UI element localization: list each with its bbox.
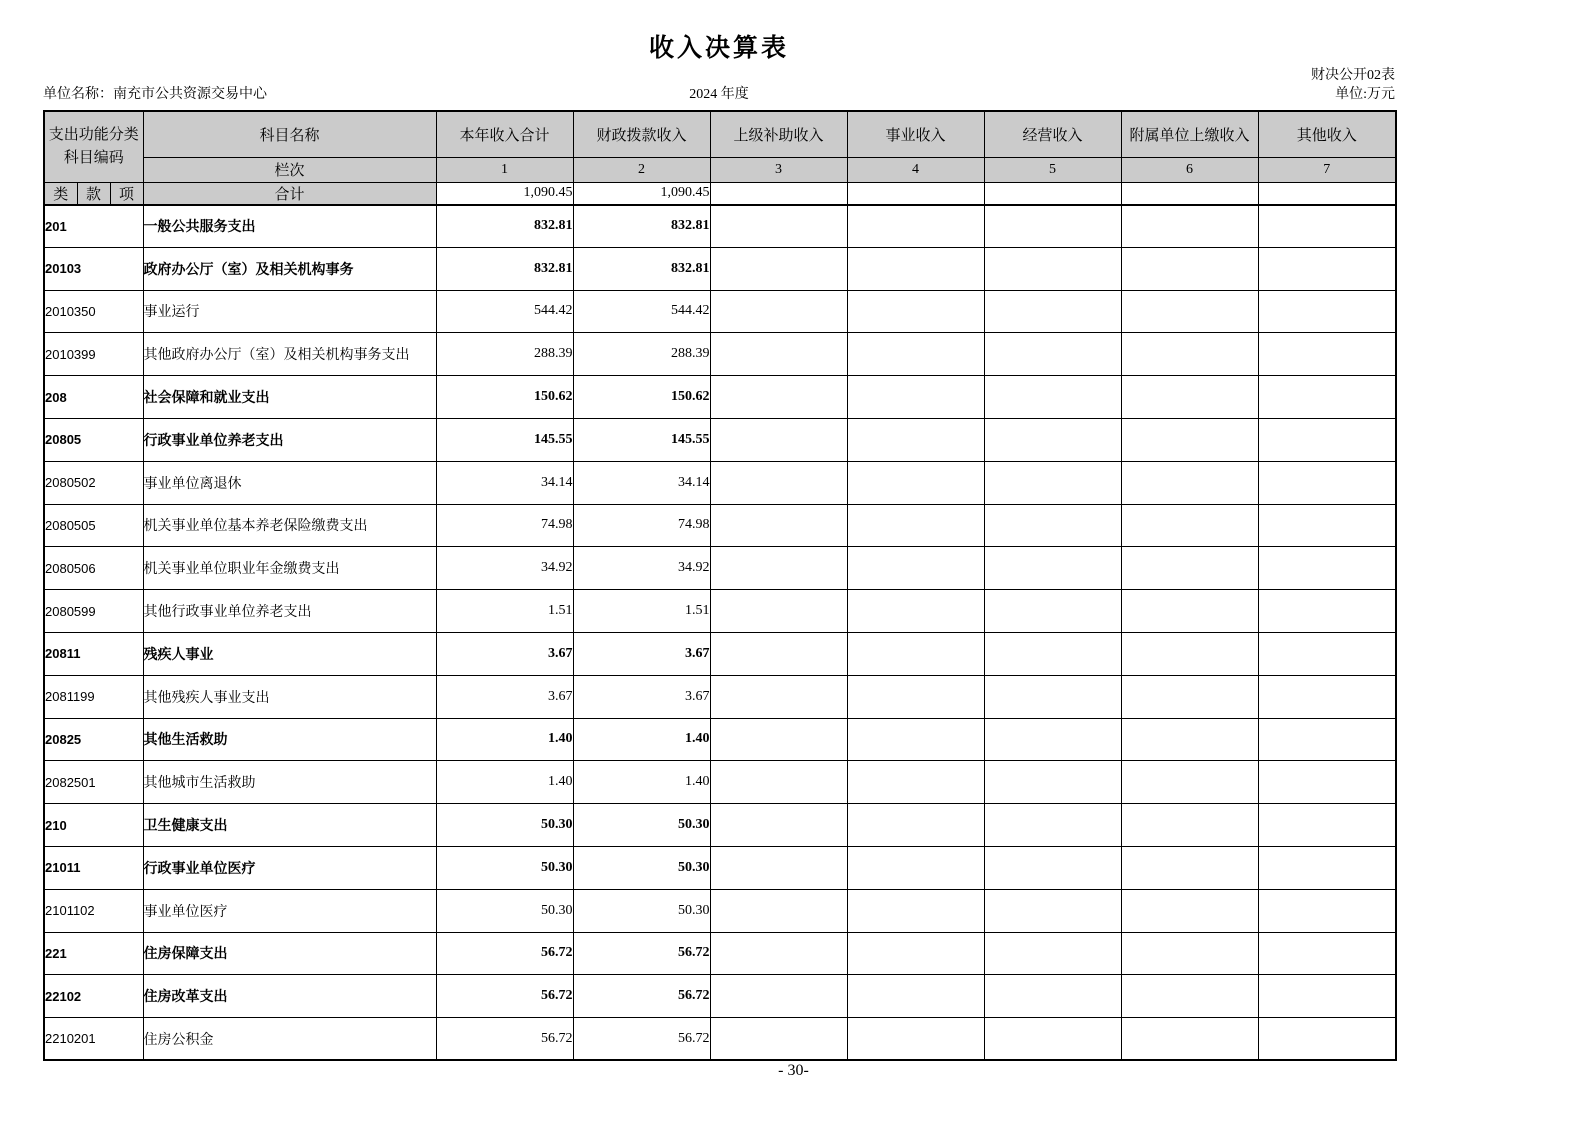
row-value-cell: [847, 205, 984, 248]
row-value-cell: [984, 846, 1121, 889]
row-value-cell: [847, 718, 984, 761]
code-part-lei: 类: [44, 182, 77, 205]
row-value-cell: [847, 504, 984, 547]
row-value-cell: [1121, 205, 1258, 248]
row-value-cell: 50.30: [436, 804, 573, 847]
row-value-cell: [984, 504, 1121, 547]
row-value-cell: [984, 889, 1121, 932]
row-value-cell: [1258, 376, 1396, 419]
row-value-cell: [1258, 247, 1396, 290]
row-value-cell: [1121, 889, 1258, 932]
row-value-cell: [1258, 761, 1396, 804]
header-col-total-income: 本年收入合计: [436, 111, 573, 157]
row-value-cell: [1258, 1018, 1396, 1061]
row-value-cell: 832.81: [436, 247, 573, 290]
row-value-cell: [1121, 247, 1258, 290]
row-value-cell: 544.42: [436, 290, 573, 333]
row-name-cell: 其他政府办公厅（室）及相关机构事务支出: [143, 333, 436, 376]
income-statement-table: [43, 110, 1397, 1061]
row-value-cell: [847, 846, 984, 889]
row-value-cell: 50.30: [573, 889, 710, 932]
row-value-cell: [1258, 333, 1396, 376]
row-value-cell: [984, 376, 1121, 419]
row-value-cell: 1.40: [573, 718, 710, 761]
row-value-cell: [984, 290, 1121, 333]
table-row: [44, 975, 1396, 1018]
table-row: [44, 504, 1396, 547]
row-name-cell: 残疾人事业: [143, 632, 436, 675]
row-value-cell: [847, 590, 984, 633]
row-value-cell: [984, 547, 1121, 590]
total-value: [847, 182, 984, 205]
row-value-cell: [710, 632, 847, 675]
row-value-cell: [847, 290, 984, 333]
row-code-cell: 20103: [44, 247, 143, 290]
header-code-line1: 支出功能分类: [48, 126, 139, 143]
row-value-cell: 34.92: [436, 547, 573, 590]
row-value-cell: [984, 718, 1121, 761]
row-name-cell: 行政事业单位养老支出: [143, 418, 436, 461]
row-value-cell: 56.72: [436, 932, 573, 975]
code-part-xiang: 项: [110, 182, 143, 205]
table-row: [44, 889, 1396, 932]
row-value-cell: [847, 932, 984, 975]
row-name-cell: 机关事业单位基本养老保险缴费支出: [143, 504, 436, 547]
row-value-cell: [1121, 675, 1258, 718]
row-value-cell: [1258, 932, 1396, 975]
row-value-cell: 3.67: [436, 632, 573, 675]
row-value-cell: 34.14: [573, 461, 710, 504]
row-value-cell: 145.55: [573, 418, 710, 461]
table-row: [44, 333, 1396, 376]
table-row: [44, 932, 1396, 975]
row-value-cell: [1258, 804, 1396, 847]
row-value-cell: 56.72: [573, 932, 710, 975]
row-value-cell: 50.30: [573, 804, 710, 847]
row-code-cell: 2081199: [44, 675, 143, 718]
row-value-cell: [984, 333, 1121, 376]
row-value-cell: [710, 461, 847, 504]
row-value-cell: [1258, 461, 1396, 504]
table-row: [44, 1018, 1396, 1061]
unit-name-label: 单位名称：南充市公共资源交易中心: [43, 87, 267, 102]
row-value-cell: [984, 461, 1121, 504]
row-value-cell: [710, 889, 847, 932]
row-value-cell: [1121, 290, 1258, 333]
row-value-cell: [1121, 804, 1258, 847]
row-value-cell: 288.39: [573, 333, 710, 376]
row-value-cell: 56.72: [436, 1018, 573, 1061]
row-value-cell: [710, 804, 847, 847]
row-value-cell: [1258, 675, 1396, 718]
row-value-cell: [1258, 205, 1396, 248]
total-value: [1121, 182, 1258, 205]
table-row: [44, 846, 1396, 889]
row-value-cell: [1121, 846, 1258, 889]
header-col-number-6: 6: [1121, 157, 1258, 182]
row-value-cell: [847, 418, 984, 461]
row-value-cell: [710, 975, 847, 1018]
row-code-cell: 210: [44, 804, 143, 847]
header-subject-name: 科目名称: [143, 111, 436, 157]
row-value-cell: [710, 418, 847, 461]
row-code-cell: 2210201: [44, 1018, 143, 1061]
row-value-cell: [847, 376, 984, 419]
row-value-cell: [710, 718, 847, 761]
table-row: [44, 675, 1396, 718]
row-name-cell: 行政事业单位医疗: [143, 846, 436, 889]
row-value-cell: [984, 675, 1121, 718]
row-value-cell: [1121, 932, 1258, 975]
row-value-cell: 832.81: [573, 247, 710, 290]
header-col-operating-income: 经营收入: [984, 111, 1121, 157]
table-row: [44, 632, 1396, 675]
row-value-cell: [847, 675, 984, 718]
row-value-cell: [1121, 333, 1258, 376]
row-value-cell: [847, 889, 984, 932]
row-name-cell: 其他城市生活救助: [143, 761, 436, 804]
row-value-cell: [984, 590, 1121, 633]
header-col-number-3: 3: [710, 157, 847, 182]
row-value-cell: [710, 333, 847, 376]
total-value: [1258, 182, 1396, 205]
row-value-cell: [1121, 632, 1258, 675]
table-row: [44, 547, 1396, 590]
row-value-cell: [710, 1018, 847, 1061]
row-value-cell: [847, 1018, 984, 1061]
table-body: [44, 205, 1396, 1061]
row-value-cell: 50.30: [436, 889, 573, 932]
header-row-titles: [44, 111, 1396, 157]
row-value-cell: [847, 975, 984, 1018]
row-value-cell: 1.40: [436, 761, 573, 804]
header-col-business-income: 事业收入: [847, 111, 984, 157]
table-row: [44, 418, 1396, 461]
header-code-line2: 科目编码: [63, 149, 124, 166]
row-value-cell: 3.67: [573, 675, 710, 718]
header-col-superior-subsidy: 上级补助收入: [710, 111, 847, 157]
table-row: [44, 376, 1396, 419]
row-value-cell: [984, 247, 1121, 290]
row-value-cell: [710, 247, 847, 290]
row-code-cell: 2010350: [44, 290, 143, 333]
row-value-cell: [984, 975, 1121, 1018]
row-value-cell: [1258, 889, 1396, 932]
row-name-cell: 机关事业单位职业年金缴费支出: [143, 547, 436, 590]
row-value-cell: [1258, 846, 1396, 889]
header-col-number-7: 7: [1258, 157, 1396, 182]
total-value: 1,090.45: [573, 182, 710, 205]
row-value-cell: [710, 932, 847, 975]
row-value-cell: [847, 247, 984, 290]
row-value-cell: 56.72: [573, 975, 710, 1018]
row-code-cell: 208: [44, 376, 143, 419]
row-value-cell: [710, 761, 847, 804]
table-row: [44, 718, 1396, 761]
row-code-cell: 2080506: [44, 547, 143, 590]
row-value-cell: [1258, 504, 1396, 547]
row-code-cell: 22102: [44, 975, 143, 1018]
row-code-cell: 2101102: [44, 889, 143, 932]
row-value-cell: 74.98: [436, 504, 573, 547]
row-value-cell: 56.72: [436, 975, 573, 1018]
total-label: 合计: [143, 182, 436, 205]
row-name-cell: 住房公积金: [143, 1018, 436, 1061]
row-value-cell: [1121, 718, 1258, 761]
row-code-cell: 20825: [44, 718, 143, 761]
page-number: - 30-: [778, 1062, 809, 1079]
meta-row: [43, 86, 1395, 104]
row-value-cell: [1121, 975, 1258, 1018]
row-value-cell: [984, 804, 1121, 847]
row-value-cell: [1121, 376, 1258, 419]
row-value-cell: 544.42: [573, 290, 710, 333]
row-value-cell: [710, 290, 847, 333]
row-name-cell: 其他生活救助: [143, 718, 436, 761]
row-value-cell: 74.98: [573, 504, 710, 547]
row-code-cell: 2080505: [44, 504, 143, 547]
table-row: [44, 247, 1396, 290]
row-value-cell: [984, 205, 1121, 248]
total-value: 1,090.45: [436, 182, 573, 205]
row-name-cell: 政府办公厅（室）及相关机构事务: [143, 247, 436, 290]
row-name-cell: 社会保障和就业支出: [143, 376, 436, 419]
table-row: [44, 290, 1396, 333]
header-col-subordinate-income: 附属单位上缴收入: [1121, 111, 1258, 157]
header-col-number-2: 2: [573, 157, 710, 182]
row-value-cell: [710, 590, 847, 633]
row-value-cell: 832.81: [573, 205, 710, 248]
code-part-kuan: 款: [77, 182, 110, 205]
row-code-cell: 2010399: [44, 333, 143, 376]
row-value-cell: 1.40: [573, 761, 710, 804]
row-name-cell: 其他行政事业单位养老支出: [143, 590, 436, 633]
row-value-cell: [710, 504, 847, 547]
row-value-cell: [1121, 761, 1258, 804]
row-value-cell: 50.30: [573, 846, 710, 889]
row-value-cell: [1258, 632, 1396, 675]
row-name-cell: 其他残疾人事业支出: [143, 675, 436, 718]
row-value-cell: [847, 547, 984, 590]
header-col-other-income: 其他收入: [1258, 111, 1396, 157]
row-name-cell: 事业单位离退休: [143, 461, 436, 504]
row-value-cell: [984, 932, 1121, 975]
row-value-cell: [710, 376, 847, 419]
total-value: [710, 182, 847, 205]
row-name-cell: 住房改革支出: [143, 975, 436, 1018]
row-value-cell: 150.62: [573, 376, 710, 419]
row-name-cell: 事业运行: [143, 290, 436, 333]
row-value-cell: [1121, 547, 1258, 590]
row-name-cell: 事业单位医疗: [143, 889, 436, 932]
row-value-cell: 50.30: [436, 846, 573, 889]
row-value-cell: [1121, 461, 1258, 504]
row-name-cell: 一般公共服务支出: [143, 205, 436, 248]
row-value-cell: 34.14: [436, 461, 573, 504]
total-row: [44, 182, 1396, 205]
row-value-cell: [1121, 590, 1258, 633]
row-name-cell: 卫生健康支出: [143, 804, 436, 847]
row-value-cell: [710, 846, 847, 889]
header-lanci-label: 栏次: [143, 157, 436, 182]
header-col-number-5: 5: [984, 157, 1121, 182]
table-row: [44, 804, 1396, 847]
table-row: [44, 761, 1396, 804]
row-value-cell: [984, 632, 1121, 675]
row-value-cell: [1258, 975, 1396, 1018]
row-value-cell: [1121, 504, 1258, 547]
row-value-cell: [1258, 418, 1396, 461]
currency-unit-label: 单位:万元: [1335, 87, 1396, 102]
row-name-cell: 住房保障支出: [143, 932, 436, 975]
row-value-cell: 56.72: [573, 1018, 710, 1061]
row-value-cell: [1258, 590, 1396, 633]
row-value-cell: 145.55: [436, 418, 573, 461]
row-value-cell: 1.51: [436, 590, 573, 633]
row-value-cell: [847, 461, 984, 504]
header-row-column-numbers: [44, 157, 1396, 182]
header-col-fiscal-appropriation: 财政拨款收入: [573, 111, 710, 157]
page-title: 收入决算表: [648, 35, 789, 62]
header-col-number-4: 4: [847, 157, 984, 182]
row-value-cell: [710, 547, 847, 590]
row-value-cell: 832.81: [436, 205, 573, 248]
row-value-cell: 34.92: [573, 547, 710, 590]
table-row: [44, 461, 1396, 504]
row-value-cell: [710, 675, 847, 718]
row-code-cell: 2080502: [44, 461, 143, 504]
row-value-cell: [984, 761, 1121, 804]
row-code-cell: 20805: [44, 418, 143, 461]
header-col-number-1: 1: [436, 157, 573, 182]
row-value-cell: [847, 804, 984, 847]
header-code-cell: [44, 111, 143, 182]
row-code-cell: 2082501: [44, 761, 143, 804]
row-value-cell: 1.51: [573, 590, 710, 633]
row-value-cell: [1258, 718, 1396, 761]
row-value-cell: [1121, 418, 1258, 461]
row-value-cell: [984, 1018, 1121, 1061]
row-value-cell: [847, 761, 984, 804]
row-value-cell: [1258, 547, 1396, 590]
row-code-cell: 2080599: [44, 590, 143, 633]
row-value-cell: [710, 205, 847, 248]
row-value-cell: 288.39: [436, 333, 573, 376]
row-code-cell: 20811: [44, 632, 143, 675]
row-value-cell: [1121, 1018, 1258, 1061]
row-code-cell: 221: [44, 932, 143, 975]
table-row: [44, 205, 1396, 248]
form-code-label: 财决公开02表: [1311, 68, 1395, 83]
row-value-cell: 3.67: [436, 675, 573, 718]
row-value-cell: 1.40: [436, 718, 573, 761]
row-code-cell: 21011: [44, 846, 143, 889]
fiscal-year-label: 2024 年度: [689, 87, 749, 102]
row-value-cell: 3.67: [573, 632, 710, 675]
row-value-cell: 150.62: [436, 376, 573, 419]
table-row: [44, 590, 1396, 633]
row-value-cell: [847, 333, 984, 376]
row-value-cell: [1258, 290, 1396, 333]
row-value-cell: [847, 632, 984, 675]
row-code-cell: 201: [44, 205, 143, 248]
row-value-cell: [984, 418, 1121, 461]
total-value: [984, 182, 1121, 205]
